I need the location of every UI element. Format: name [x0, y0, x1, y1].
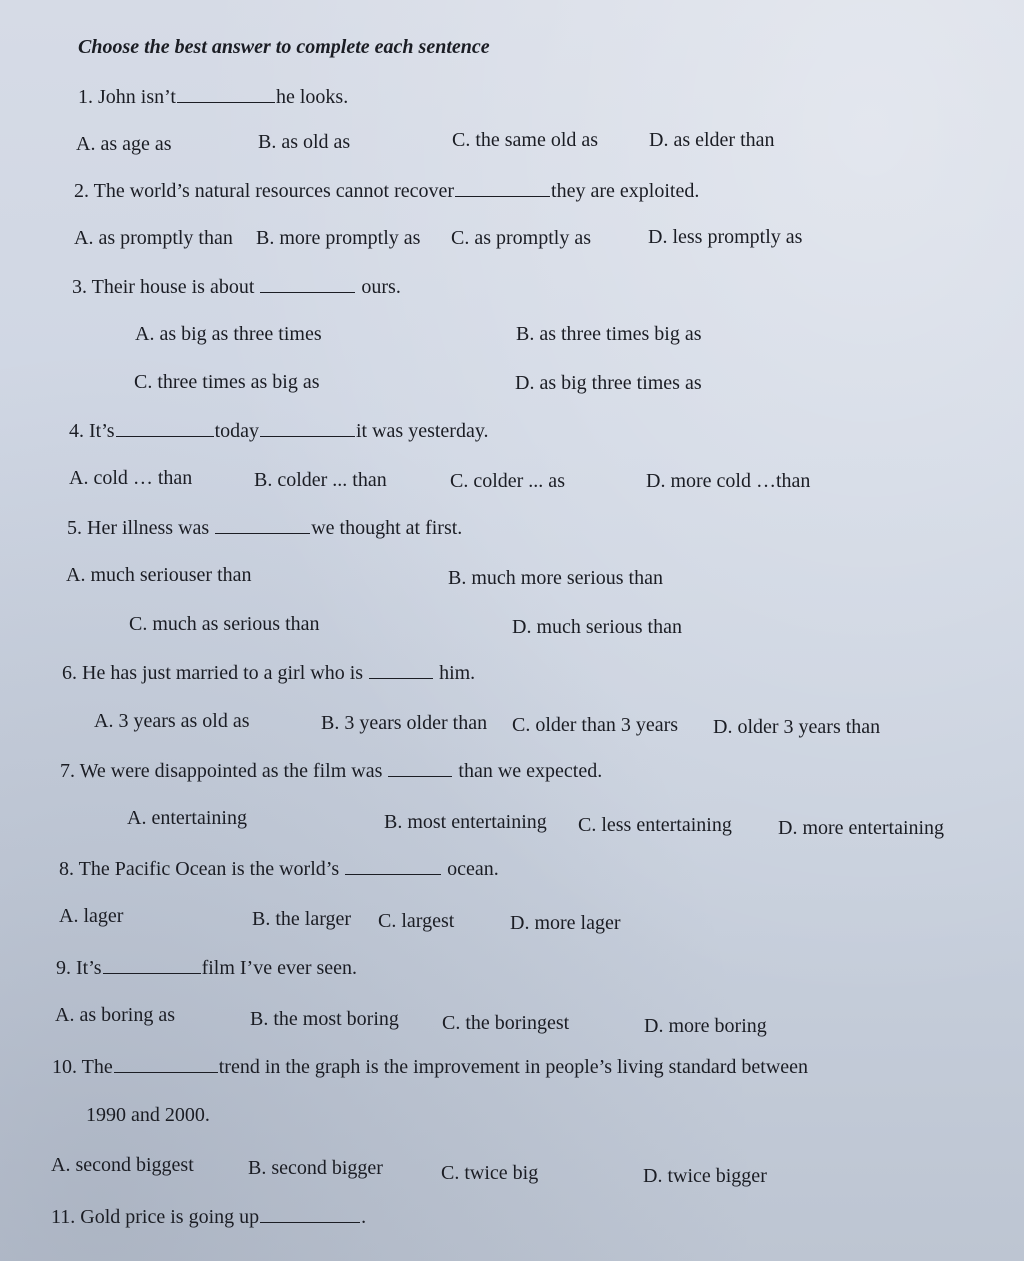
question-number: 9. — [56, 957, 71, 979]
option-7c[interactable]: C. less entertaining — [578, 814, 732, 836]
option-5c[interactable]: C. much as serious than — [129, 613, 320, 635]
option-2b[interactable]: B. more promptly as — [256, 227, 421, 249]
option-10c[interactable]: C. twice big — [441, 1162, 539, 1184]
option-3a[interactable]: A. as big as three times — [135, 323, 322, 345]
question-text: The Pacific Ocean is the world’s — [78, 858, 340, 880]
question-number: 5. — [67, 517, 82, 539]
answer-blank[interactable] — [114, 1054, 218, 1073]
option-9a[interactable]: A. as boring as — [55, 1004, 175, 1026]
question-text: trend in the graph is the improvement in people’s living standard between — [218, 1056, 809, 1078]
question-7 — [60, 758, 602, 783]
option-6c[interactable]: C. older than 3 years — [512, 714, 679, 736]
question-6 — [62, 660, 475, 685]
option-1a[interactable]: A. as age as — [76, 133, 172, 155]
option-6d[interactable]: D. older 3 years than — [713, 716, 881, 738]
question-2 — [74, 178, 699, 203]
option-5d[interactable]: D. much serious than — [512, 616, 682, 638]
answer-blank[interactable] — [116, 418, 214, 437]
question-text: he looks. — [275, 86, 349, 108]
question-text: . — [361, 1206, 367, 1228]
option-4b[interactable]: B. colder ... than — [254, 469, 387, 491]
option-3b[interactable]: B. as three times big as — [516, 323, 702, 345]
option-7d[interactable]: D. more entertaining — [778, 817, 945, 839]
question-4 — [69, 418, 489, 443]
question-number: 11. — [51, 1206, 76, 1228]
option-3c[interactable]: C. three times as big as — [134, 371, 320, 393]
option-6a[interactable]: A. 3 years as old as — [94, 710, 250, 732]
question-number: 2. — [74, 180, 89, 202]
question-number: 6. — [62, 662, 77, 684]
question-number: 10. — [52, 1056, 77, 1078]
question-text: ours. — [361, 276, 401, 298]
question-text: He has just married to a girl who is — [82, 662, 364, 684]
question-number: 1. — [78, 86, 93, 108]
option-8a[interactable]: A. lager — [59, 905, 124, 927]
option-9d[interactable]: D. more boring — [644, 1015, 767, 1037]
option-1b[interactable]: B. as old as — [258, 131, 351, 153]
answer-blank[interactable] — [260, 1204, 360, 1223]
option-9b[interactable]: B. the most boring — [250, 1008, 399, 1030]
question-5 — [67, 515, 462, 540]
question-text: we thought at first. — [311, 517, 463, 539]
option-4d[interactable]: D. more cold …than — [646, 470, 811, 492]
answer-blank[interactable] — [369, 660, 433, 679]
option-5b[interactable]: B. much more serious than — [448, 567, 663, 589]
question-text: film I’ve ever seen. — [201, 957, 358, 979]
option-6b[interactable]: B. 3 years older than — [321, 712, 488, 734]
question-text: It’s — [76, 957, 102, 979]
option-10a[interactable]: A. second biggest — [51, 1154, 194, 1176]
answer-blank[interactable] — [215, 515, 310, 534]
answer-blank[interactable] — [260, 418, 355, 437]
option-8d[interactable]: D. more lager — [510, 912, 621, 934]
option-1d[interactable]: D. as elder than — [649, 129, 775, 151]
question-text: him. — [439, 662, 476, 684]
question-text: Gold price is going up — [80, 1206, 260, 1228]
question-number: 7. — [60, 760, 75, 782]
option-4a[interactable]: A. cold … than — [69, 467, 193, 489]
question-11 — [51, 1204, 366, 1229]
question-text: today — [214, 420, 259, 442]
option-10d[interactable]: D. twice bigger — [643, 1165, 767, 1187]
option-2a[interactable]: A. as promptly than — [74, 227, 233, 249]
option-8b[interactable]: B. the larger — [252, 908, 352, 930]
option-1c[interactable]: C. the same old as — [452, 129, 599, 151]
question-text: It’s — [89, 420, 115, 442]
option-5a[interactable]: A. much seriouser than — [66, 564, 252, 586]
answer-blank[interactable] — [260, 274, 355, 293]
question-3 — [72, 274, 401, 299]
answer-blank[interactable] — [455, 178, 550, 197]
answer-blank[interactable] — [388, 758, 452, 777]
question-number: 3. — [72, 276, 87, 298]
option-2c[interactable]: C. as promptly as — [451, 227, 591, 249]
question-8 — [59, 856, 499, 881]
question-text: We were disappointed as the film was — [79, 760, 383, 782]
answer-blank[interactable] — [177, 84, 275, 103]
option-7b[interactable]: B. most entertaining — [384, 811, 547, 833]
option-4c[interactable]: C. colder ... as — [450, 470, 565, 492]
question-text: John isn’t — [98, 86, 176, 108]
question-text: The world’s natural resources cannot recover — [93, 180, 455, 202]
question-9 — [56, 955, 357, 980]
question-text: ocean. — [447, 858, 499, 880]
question-1 — [78, 84, 348, 109]
option-3d[interactable]: D. as big three times as — [515, 372, 702, 394]
option-2d[interactable]: D. less promptly as — [648, 226, 803, 248]
question-text: they are exploited. — [551, 180, 700, 202]
question-10-continuation: 1990 and 2000. — [86, 1104, 210, 1126]
option-9c[interactable]: C. the boringest — [442, 1012, 570, 1034]
question-text: Her illness was — [87, 517, 210, 539]
question-number: 4. — [69, 420, 84, 442]
question-text: than we expected. — [458, 760, 603, 782]
answer-blank[interactable] — [345, 856, 441, 875]
option-7a[interactable]: A. entertaining — [127, 807, 247, 829]
question-text: Their house is about — [91, 276, 255, 298]
worksheet-heading: Choose the best answer to complete each sentence — [78, 36, 490, 58]
answer-blank[interactable] — [103, 955, 201, 974]
question-text: The — [81, 1056, 113, 1078]
question-10 — [52, 1054, 808, 1079]
question-text: it was yesterday. — [356, 420, 489, 442]
option-8c[interactable]: C. largest — [378, 910, 455, 932]
question-number: 8. — [59, 858, 74, 880]
option-10b[interactable]: B. second bigger — [248, 1157, 383, 1179]
